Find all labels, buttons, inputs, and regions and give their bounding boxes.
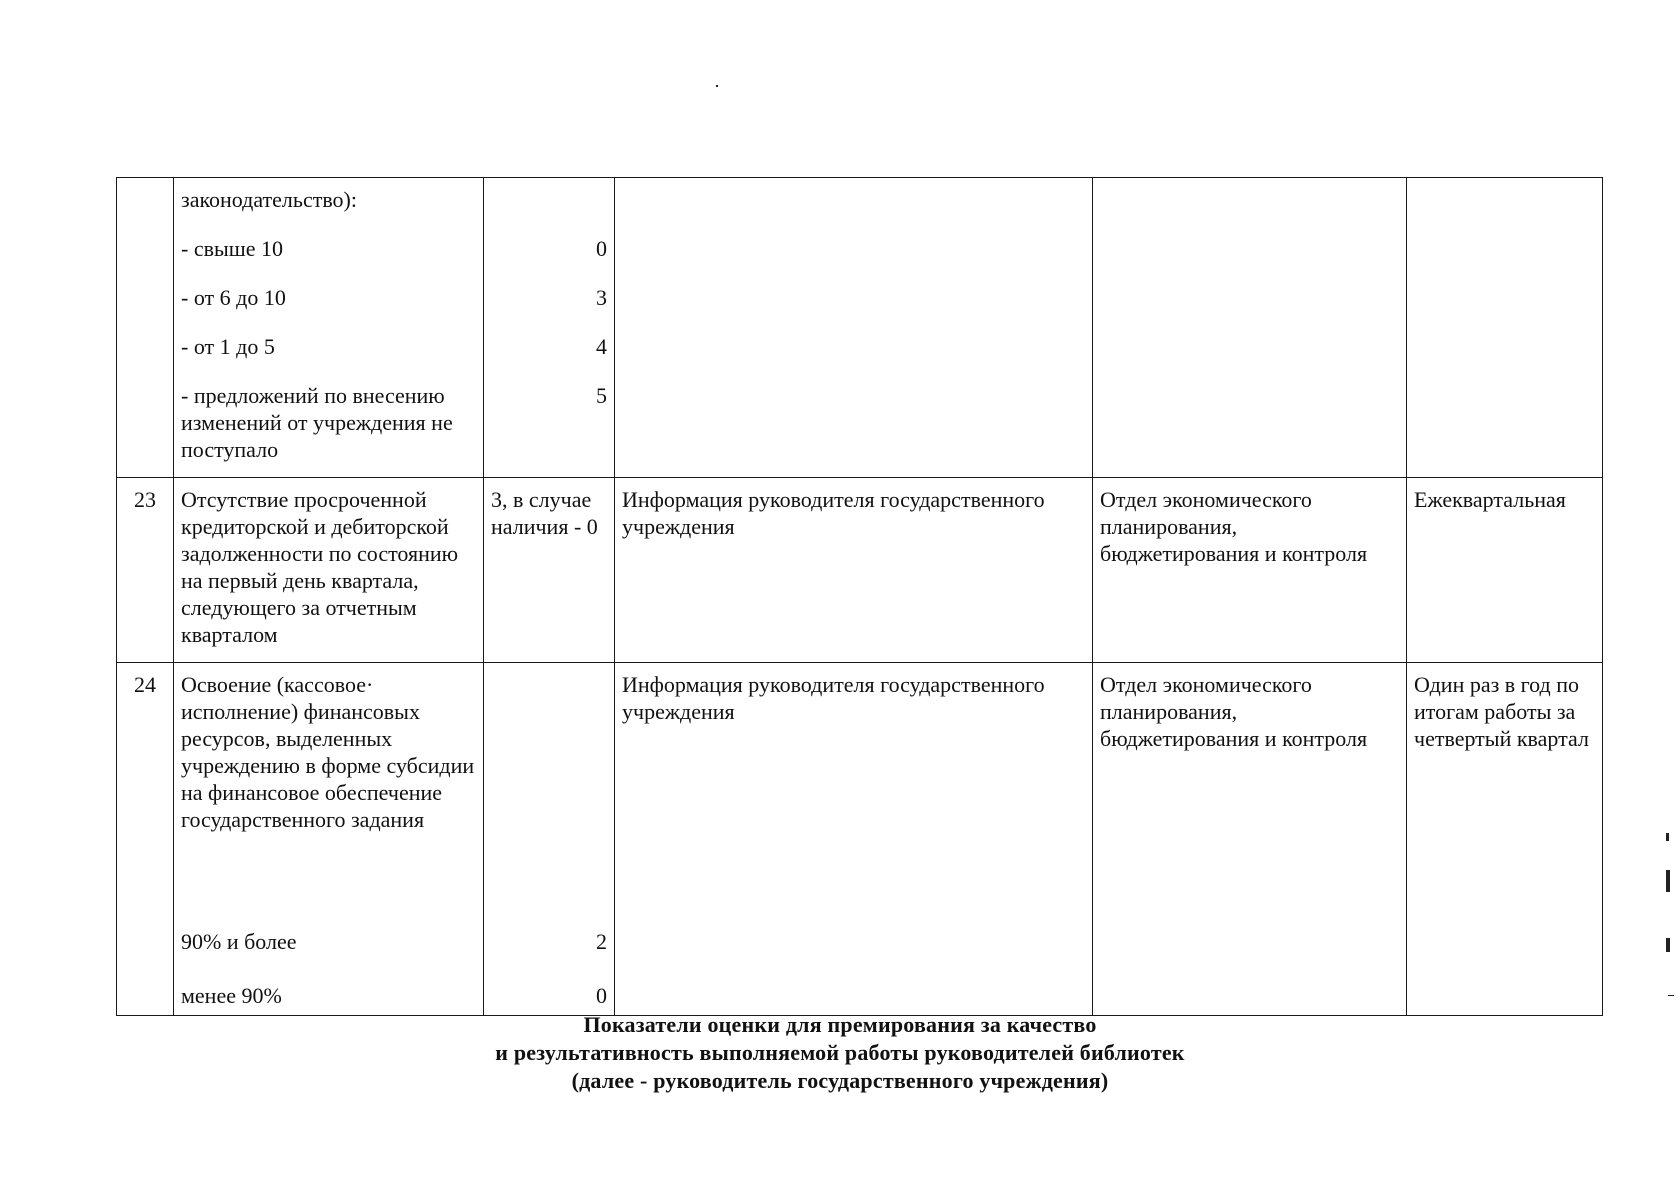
cell-indicator	[174, 663, 484, 1016]
cell-indicator	[174, 178, 484, 478]
cell-frequency: Один раз в год по итогам работы за четвертый квартал	[1407, 663, 1603, 1016]
cell-score	[484, 663, 615, 1016]
scan-edge-mark	[1668, 995, 1674, 996]
table-row-continued	[117, 178, 1603, 478]
caption-line: Показатели оценки для премирования за качество	[583, 1012, 1097, 1037]
indicator-lead: законодательство):	[181, 187, 357, 212]
scan-edge-mark	[1666, 833, 1669, 841]
section-caption	[0, 1011, 1680, 1095]
cell-frequency	[1407, 178, 1603, 478]
scan-speck	[716, 85, 718, 87]
cell-indicator: Отсутствие просроченной кредиторской и дебиторской задолженности по состоянию на первый день квартала, следующего за отчетным кварталом	[174, 478, 484, 663]
score-value: 0	[596, 983, 607, 1008]
scan-edge-mark	[1666, 870, 1670, 892]
table-row-24	[117, 663, 1603, 1016]
caption-line: (далее - руководитель государственного учреждения)	[571, 1068, 1109, 1093]
cell-responsible: Отдел экономического планирования, бюджетирования и контроля	[1093, 478, 1407, 663]
indicators-table	[116, 177, 1603, 1016]
cell-responsible: Отдел экономического планирования, бюджетирования и контроля	[1093, 663, 1407, 1016]
cell-frequency: Ежеквартальная	[1407, 478, 1603, 663]
criterion-item: 90% и более	[181, 929, 297, 954]
cell-score	[484, 178, 615, 478]
criterion-item: - предложений по внесению изменений от учреждения не поступало	[181, 383, 453, 462]
cell-source	[615, 178, 1093, 478]
criterion-item: - от 1 до 5	[181, 334, 275, 359]
score-value: 4	[596, 334, 607, 359]
criterion-item: менее 90%	[181, 983, 282, 1008]
criterion-item: - свыше 10	[181, 236, 283, 261]
criterion-item: - от 6 до 10	[181, 285, 286, 310]
caption-line: и результативность выполняемой работы руководителей библиотек	[495, 1040, 1185, 1065]
cell-number: 23	[117, 478, 174, 663]
cell-responsible	[1093, 178, 1407, 478]
score-value: 2	[596, 929, 607, 954]
cell-score: 3, в случае наличия - 0	[484, 478, 615, 663]
cell-number	[117, 178, 174, 478]
score-value: 0	[596, 236, 607, 261]
cell-source: Информация руководителя государственного учреждения	[615, 663, 1093, 1016]
scan-edge-mark	[1666, 938, 1670, 952]
score-blank	[491, 186, 607, 235]
indicator-text: Освоение (кассовое· исполнение) финансовых ресурсов, выделенных учреждению в форме субсидии на финансовое обеспечение государственного задания	[181, 672, 475, 832]
cell-source: Информация руководителя государственного учреждения	[615, 478, 1093, 663]
score-value: 5	[596, 383, 607, 408]
score-value: 3	[596, 285, 607, 310]
table-row-23	[117, 478, 1603, 663]
cell-number: 24	[117, 663, 174, 1016]
